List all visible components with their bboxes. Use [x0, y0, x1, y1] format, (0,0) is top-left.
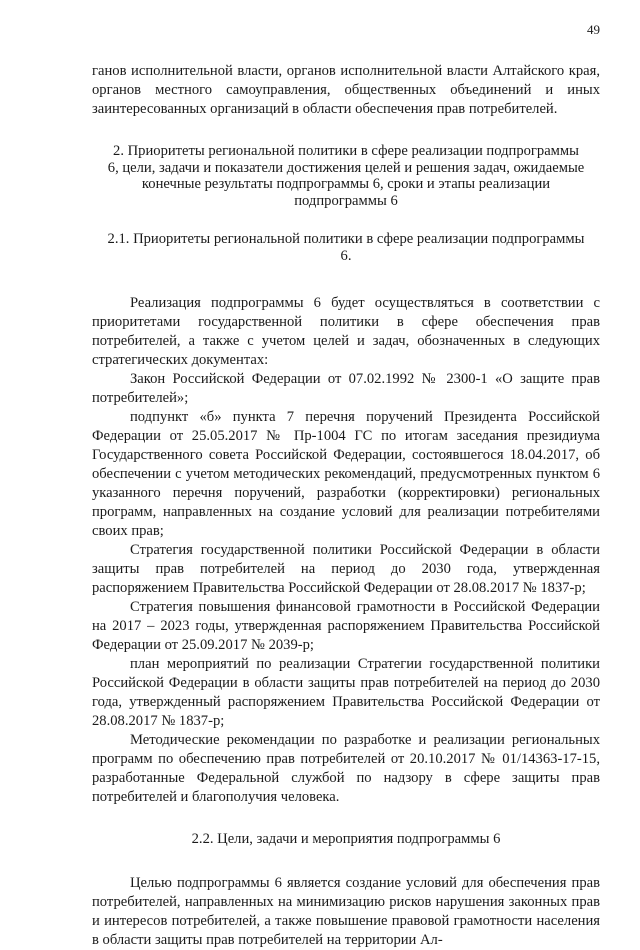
intro-paragraph: ганов исполнительной власти, органов исполнительной власти Алтайского края, органов местного самоуправления, общественных объединений и иных заинтересованных организаций в области обеспечения прав потребителей.	[92, 63, 600, 117]
body-paragraph: Закон Российской Федерации от 07.02.1992 № 2300-1 «О защите прав потребителей»;	[92, 371, 600, 406]
subsection-heading-goals: 2.2. Цели, задачи и мероприятия подпрограммы 6	[191, 831, 501, 847]
body-paragraph: Стратегия государственной политики Российской Федерации в области защиты прав потребителей на период до 2030 года, утвержденная распоряжением Правительства Российской Федерации от 28.08.2017 № 1837-р;	[92, 542, 600, 596]
body-paragraph: план мероприятий по реализации Стратегии государственной политики Российской Федерации в области защиты прав потребителей на период до 2030 года, утвержденный распоряжением Правительства Российской Федерации от 28.08.2017 № 1837-р;	[92, 656, 600, 729]
body-paragraph: Реализация подпрограммы 6 будет осуществляться в соответствии с приоритетами государственной политики в сфере обеспечения прав потребителей, а также с учетом целей и задач, обозначенных в следующих стратегических документах:	[92, 295, 600, 368]
body-paragraph: Стратегия повышения финансовой грамотности в Российской Федерации на 2017 – 2023 годы, утвержденная распоряжением Правительства Российской Федерации от 25.09.2017 № 2039-р;	[92, 599, 600, 653]
body-paragraph: подпункт «б» пункта 7 перечня поручений Президента Российской Федерации от 25.05.2017 № Пр-1004 ГС по итогам заседания президиума Государственного совета Российской Федерации, состоявшегося 18.04.2017, об обеспечении с учетом методических рекомендаций, предусмотренных пунктом 6 указанного перечня поручений, разработки (корректировки) региональных программ, направленных на создание условий для реализации потребителями своих прав;	[92, 409, 600, 539]
section-heading: 2. Приоритеты региональной политики в сфере реализации подпрограммы 6, цели, задачи и показатели достижения целей и решения задач, ожидаемые конечные результаты подпрограммы 6, сроки и этапы реализации подпрограммы 6	[107, 143, 585, 209]
subsection-heading-priorities: 2.1. Приоритеты региональной политики в сфере реализации подпрограммы 6.	[107, 231, 585, 264]
closing-paragraph: Целью подпрограммы 6 является создание условий для обеспечения прав потребителей, направленных на минимизацию рисков нарушения законных прав и интересов потребителей, а также повышение правовой грамотности населения в области защиты прав потребителей на территории Ал-	[92, 874, 600, 948]
page-number: 49	[587, 22, 600, 37]
body-paragraph: Методические рекомендации по разработке и реализации региональных программ по обеспечению прав потребителей от 20.10.2017 № 01/14363-17-15, разработанные Федеральной службой по надзору в сфере защиты прав потребителей и благополучия человека.	[92, 732, 600, 805]
